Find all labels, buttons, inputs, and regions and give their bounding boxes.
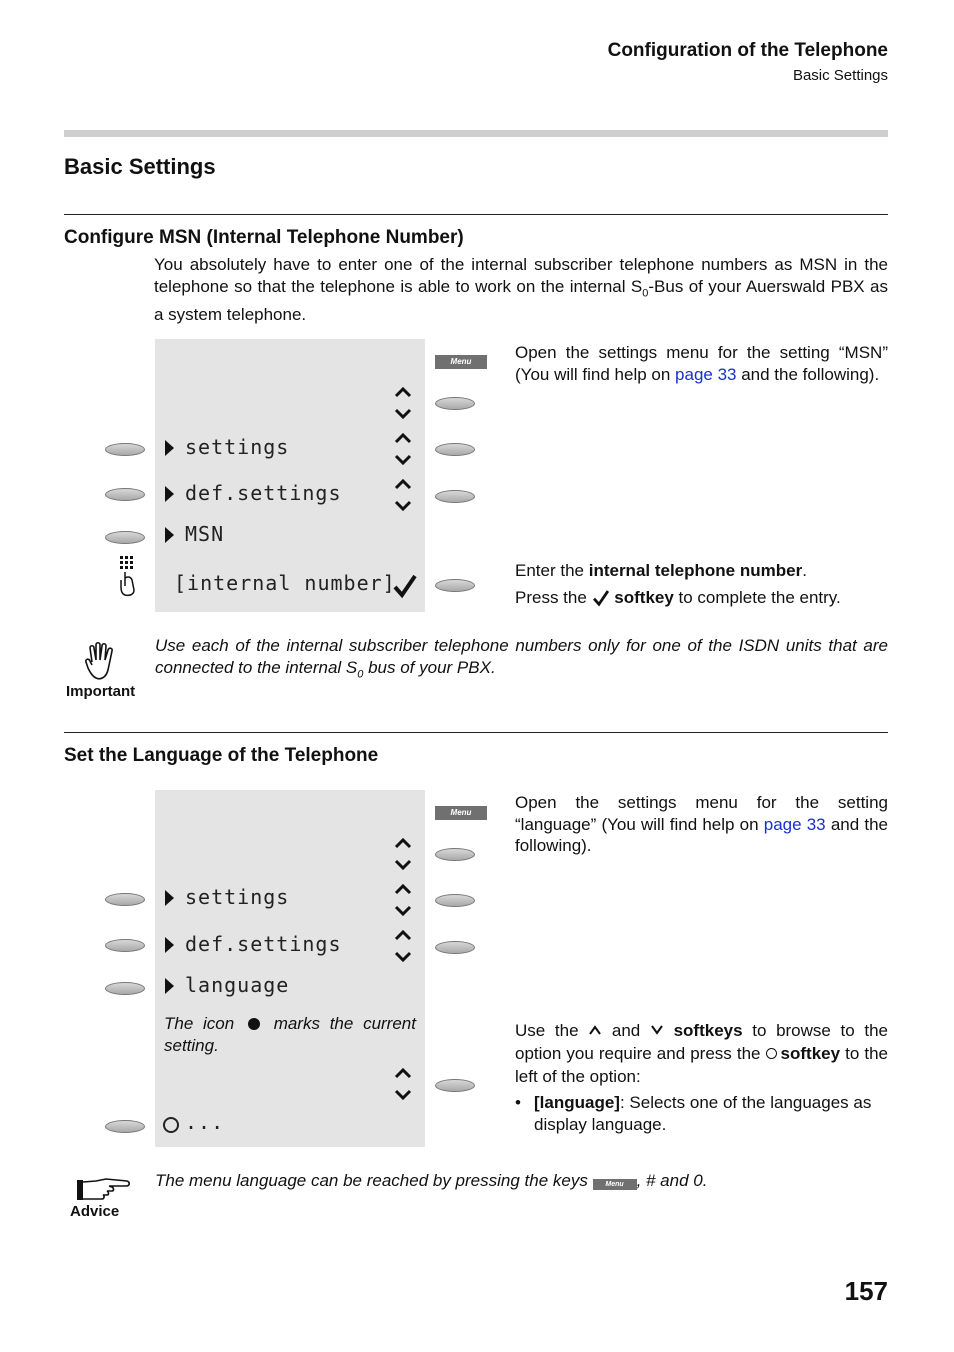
softkey-left-1[interactable] xyxy=(105,893,145,906)
softkey-right-1[interactable] xyxy=(435,848,475,861)
step-text: to browse to the option you require and press the xyxy=(515,1021,889,1063)
raised-hand-icon xyxy=(84,640,116,684)
step-text: and the following). xyxy=(736,364,880,384)
step-text: Open the settings menu for the setting “language” (You will find help on xyxy=(515,793,888,834)
step-open-language xyxy=(515,792,888,857)
page-title: Basic Settings xyxy=(64,154,216,179)
step-open-msn xyxy=(515,342,888,385)
softkey-left-2[interactable] xyxy=(105,939,145,952)
filled-circle-icon xyxy=(248,1018,260,1030)
note-subscript: 0 xyxy=(357,667,364,680)
checkmark-icon xyxy=(592,589,610,607)
display-line-option: ... xyxy=(185,1110,225,1134)
up-down-arrows-icon xyxy=(394,386,412,420)
header-divider xyxy=(64,130,888,137)
pointer-icon xyxy=(165,527,174,543)
softkey-right-2[interactable] xyxy=(435,894,475,907)
note-text-end: bus of your PBX. xyxy=(363,657,496,677)
softkey-right-2[interactable] xyxy=(435,443,475,456)
advice-label: Advice xyxy=(70,1203,120,1220)
note-text: The menu language can be reached by pressing the keys xyxy=(155,1171,593,1190)
icon-note xyxy=(164,1013,416,1056)
step-bold: internal telephone number xyxy=(588,561,803,580)
keypad-hand-icon xyxy=(116,554,142,598)
up-down-arrows-icon xyxy=(394,837,412,871)
display-line-def-settings: def.settings xyxy=(185,481,342,505)
up-down-arrows-icon xyxy=(394,478,412,512)
pointing-hand-icon xyxy=(76,1177,130,1203)
display-line-settings: settings xyxy=(185,435,290,459)
checkmark-icon xyxy=(392,573,418,599)
phone-display-language xyxy=(155,790,425,1147)
display-line-settings: settings xyxy=(185,885,290,909)
step-text: . xyxy=(802,561,807,580)
bullet-language xyxy=(534,1092,888,1135)
section-heading-language: Set the Language of the Telephone xyxy=(64,745,379,766)
softkey-right-1[interactable] xyxy=(435,397,475,410)
step-enter-number xyxy=(515,560,888,582)
up-down-arrows-icon xyxy=(394,1067,412,1101)
important-label: Important xyxy=(66,683,136,700)
bullet-dot: • xyxy=(515,1093,521,1112)
note-text: marks the current setting. xyxy=(164,1014,416,1055)
softkey-left-2[interactable] xyxy=(105,488,145,501)
step-press-softkey xyxy=(515,587,888,609)
step-bold: softkey xyxy=(780,1044,841,1063)
note-text: , # and 0. xyxy=(636,1171,708,1190)
softkey-right-3[interactable] xyxy=(435,490,475,503)
section-heading-msn: Configure MSN (Internal Telephone Number) xyxy=(64,227,464,248)
softkey-left-1[interactable] xyxy=(105,443,145,456)
display-line-msn: MSN xyxy=(185,522,225,546)
bullet-bold: [language] xyxy=(534,1093,620,1112)
softkey-left-3[interactable] xyxy=(105,982,145,995)
up-down-arrows-icon xyxy=(394,929,412,963)
section-intro xyxy=(154,254,888,326)
step-text: to the left of the option: xyxy=(515,1044,888,1086)
advice-note xyxy=(155,1170,888,1192)
step-text: Use the xyxy=(515,1021,589,1040)
empty-circle-icon xyxy=(766,1048,777,1059)
step-text: Press the xyxy=(515,588,592,607)
softkey-right-ok[interactable] xyxy=(435,579,475,592)
step-text: Open the settings menu for the setting “MSN” (You will find help on xyxy=(515,343,888,384)
softkey-right-4[interactable] xyxy=(435,1079,475,1092)
pointer-icon xyxy=(165,440,174,456)
page-link[interactable]: page 33 xyxy=(763,814,826,834)
intro-text-end: -Bus of your Auerswald PBX as a system telephone. xyxy=(154,276,888,325)
note-text: Use each of the internal subscriber telephone numbers only for one of the ISDN units that are connected to the internal S xyxy=(155,636,888,677)
step-bold: softkey xyxy=(614,588,674,607)
page-link[interactable]: page 33 xyxy=(675,364,737,384)
intro-text: You absolutely have to enter one of the internal subscriber telephone numbers as MSN in the telephone so that the telephone is able to work on the internal S xyxy=(154,255,888,296)
running-header-subtitle: Basic Settings xyxy=(792,67,888,84)
up-down-arrows-icon xyxy=(394,883,412,917)
up-down-arrows-icon xyxy=(394,432,412,466)
empty-circle-icon xyxy=(163,1117,179,1133)
page-number: 157 xyxy=(844,1276,888,1306)
section-rule xyxy=(64,214,888,215)
softkey-left-4[interactable] xyxy=(105,1120,145,1133)
menu-key-inline: Menu xyxy=(593,1179,637,1190)
step-text: to complete the entry. xyxy=(673,588,841,607)
step-browse xyxy=(515,1019,888,1088)
up-arrow-icon xyxy=(588,1024,602,1036)
section-rule xyxy=(64,732,888,733)
important-note xyxy=(155,635,888,685)
step-text: and xyxy=(602,1021,650,1040)
pointer-icon xyxy=(165,890,174,906)
step-bold: softkeys xyxy=(673,1021,743,1040)
pointer-icon xyxy=(165,486,174,502)
step-text: Enter the xyxy=(515,561,589,580)
display-line-def-settings: def.settings xyxy=(185,932,342,956)
down-arrow-icon xyxy=(650,1024,664,1036)
display-line-language: language xyxy=(185,973,290,997)
pointer-icon xyxy=(165,937,174,953)
menu-key[interactable]: Menu xyxy=(435,355,487,369)
pointer-icon xyxy=(165,978,174,994)
menu-key[interactable]: Menu xyxy=(435,806,487,820)
step-text: and the following). xyxy=(515,814,888,855)
bullet-text: : Selects one of the languages as display language. xyxy=(534,1093,872,1134)
note-text: The icon xyxy=(164,1014,244,1033)
softkey-left-3[interactable] xyxy=(105,531,145,544)
display-input-internal-number[interactable]: [internal number] xyxy=(174,571,396,595)
intro-subscript: 0 xyxy=(642,286,649,299)
softkey-right-3[interactable] xyxy=(435,941,475,954)
running-header-title: Configuration of the Telephone xyxy=(607,40,888,61)
